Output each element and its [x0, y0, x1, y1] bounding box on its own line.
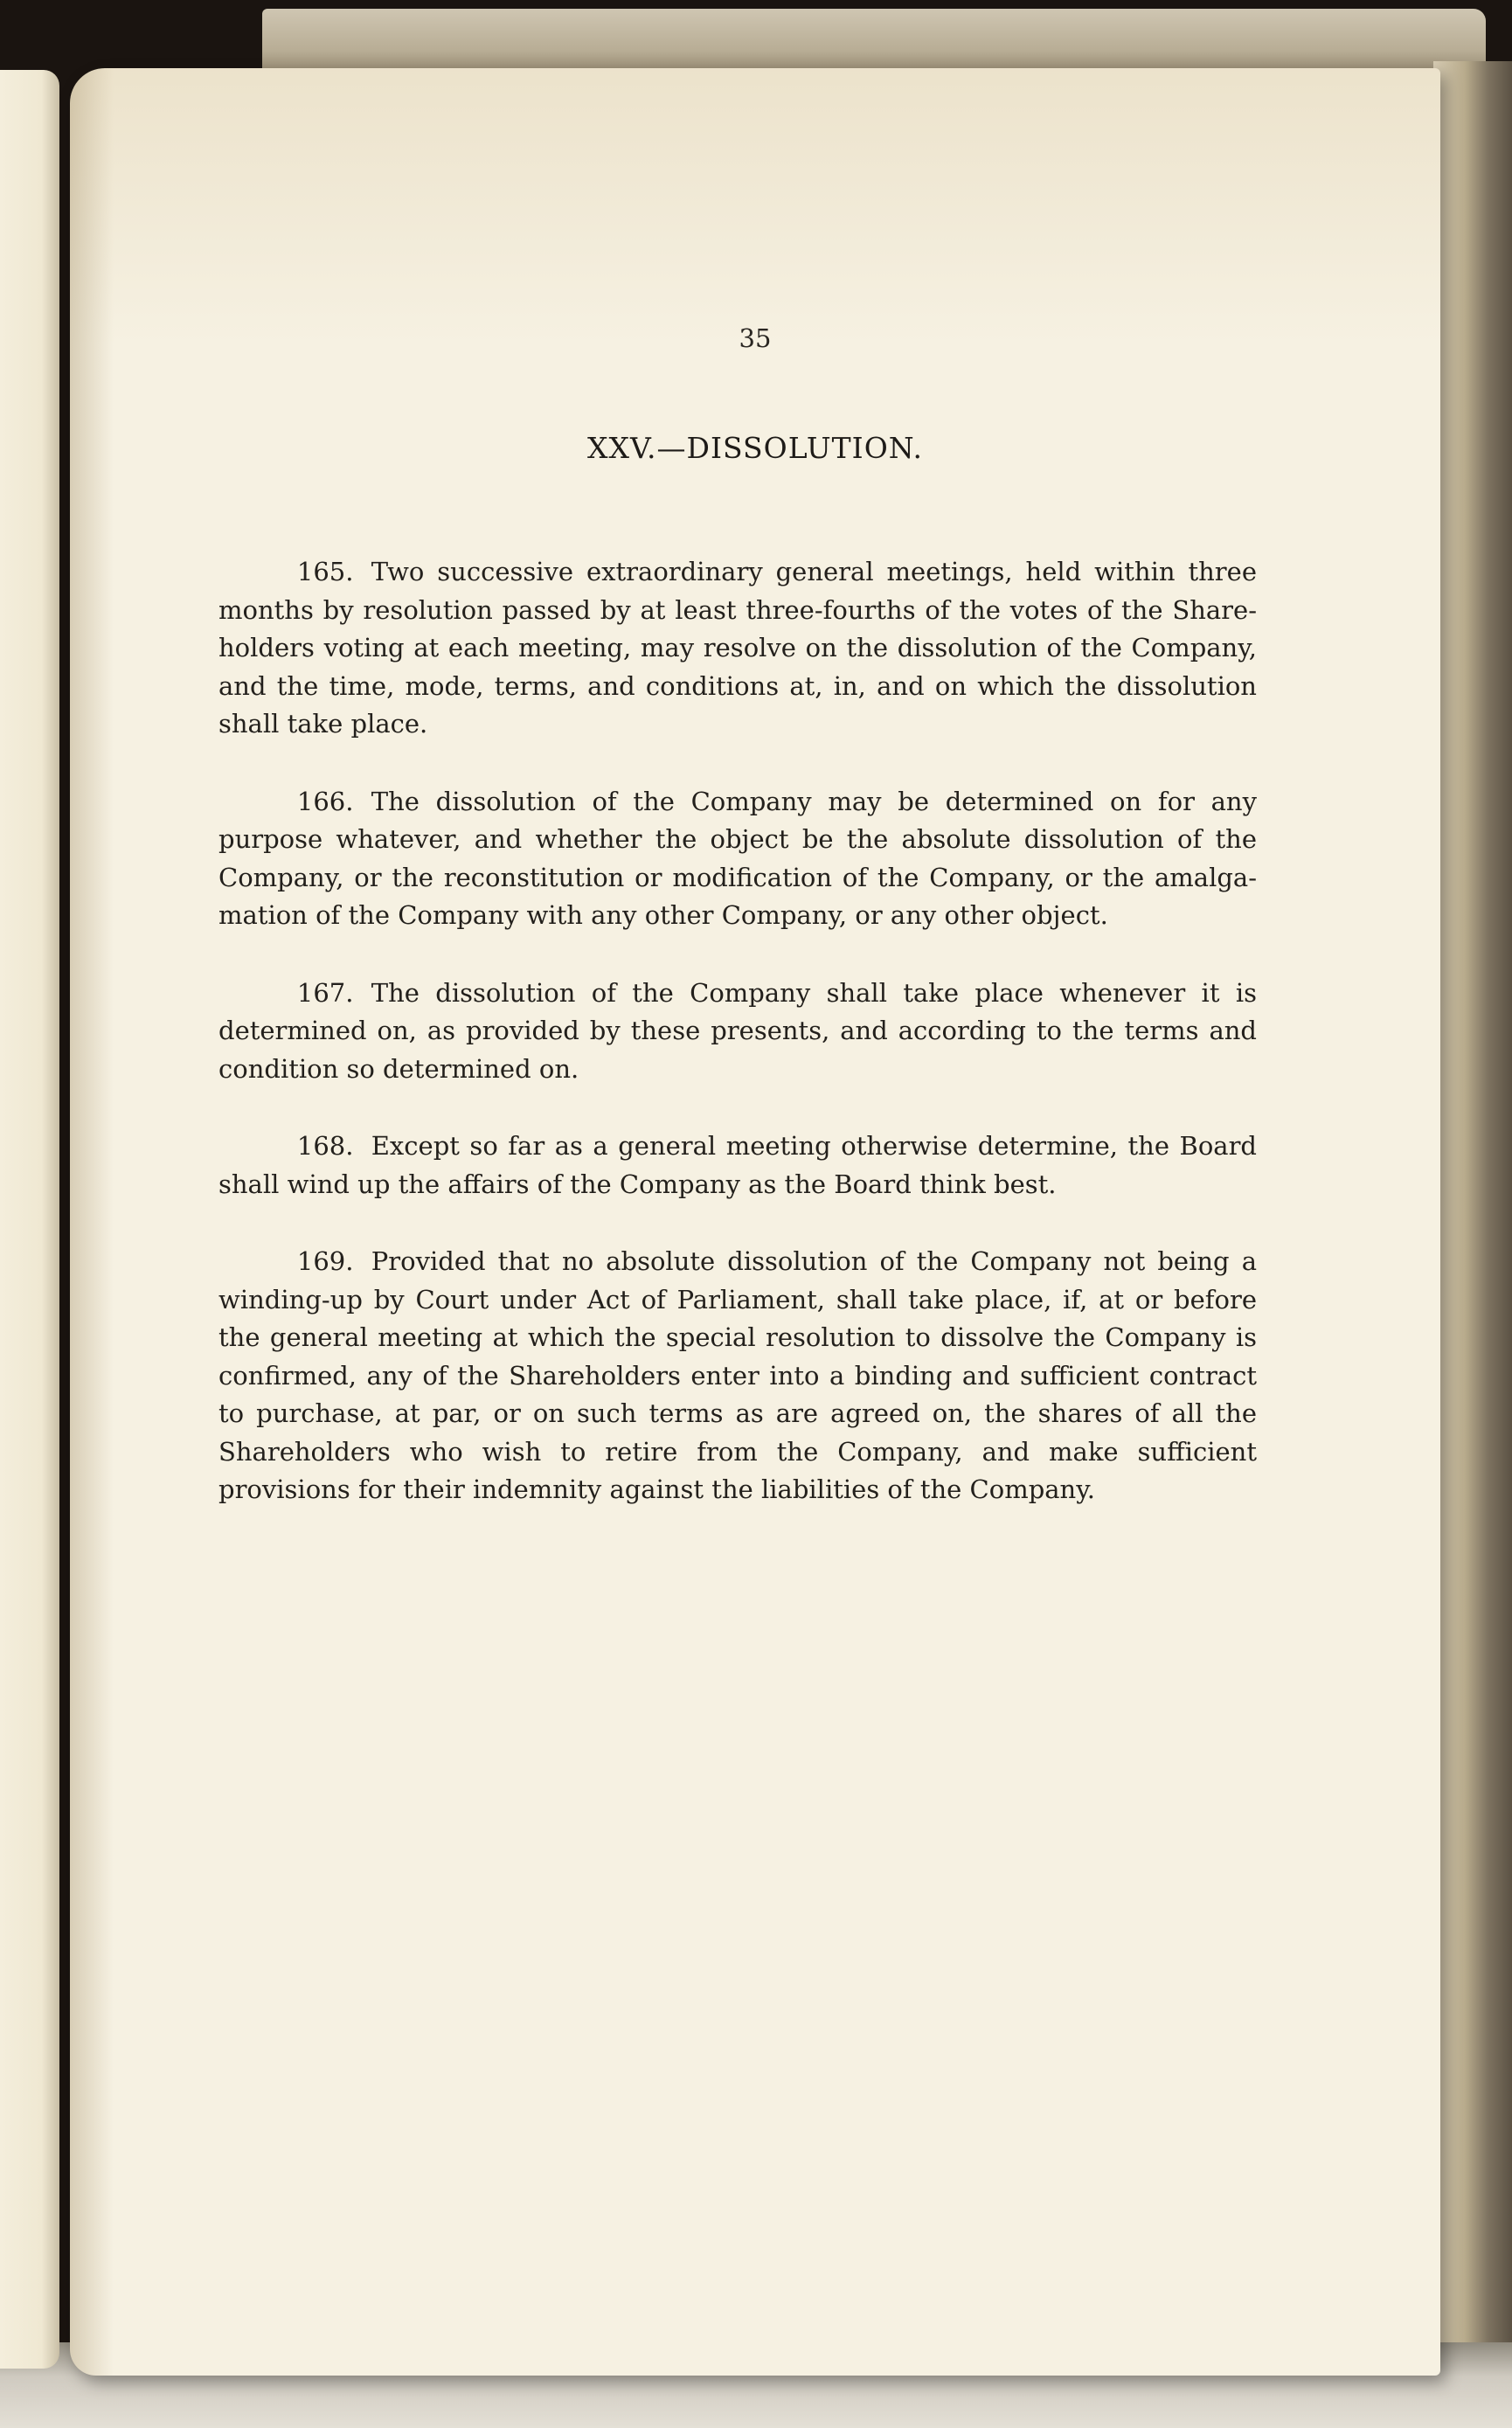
paragraph-number: 165. [296, 557, 354, 586]
paragraph-number: 167. [296, 977, 354, 1008]
book-page [70, 68, 1440, 2376]
paragraph-169 [218, 1243, 1257, 1509]
paragraph-number: 168. [296, 1131, 354, 1161]
paragraph-166 [218, 783, 1257, 935]
body-text [218, 553, 1257, 1549]
paragraph-number: 166. [296, 786, 354, 816]
paragraph-number: 169. [296, 1246, 354, 1276]
paragraph-text: Provided that no absolute dissolution of the Company not being a winding-up by Court under Act of Parliament, shall take place, if, at or before the general meeting at which the special resolution to dissolve the Company is confirmed, any of the Shareholders enter into a binding and sufficient contract to purchase, at par, or on such terms as are agreed on, the shares of all the Shareholders who wish to retire from the Company, and make sufficient provisions for their indemnity against the liabilities of the Company. [218, 1246, 1257, 1504]
section-heading: XXV.—DISSOLUTION. [587, 431, 923, 465]
paragraph-text: Except so far as a general meeting otherwise determine, the Board shall wind up the affairs of the Company as the Board think best. [218, 1131, 1257, 1199]
paragraph-168 [218, 1127, 1257, 1204]
facing-page-edge [0, 70, 59, 2369]
paragraph-text: Two successive extraordinary general meetings, held within three months by resolution passed by at least three-fourths of the votes of the Share-holders voting at each meeting, may resolve on the dissolution of the Company, and the time, mode, terms, and conditions at, in, and on which the dissolution shall take place. [218, 557, 1257, 739]
paragraph-167 [218, 975, 1257, 1089]
paragraph-165 [218, 553, 1257, 744]
page-number: 35 [739, 323, 772, 353]
paragraph-text: The dissolution of the Company shall take place whenever it is determined on, as provided by these presents, and according to the terms and condition so determined on. [218, 977, 1257, 1084]
paragraph-text: The dissolution of the Company may be determined on for any purpose whatever, and whether the object be the absolute dissolution of the Company, or the reconstitution or modification of the Company, or the amalga-mation of the Company with any other Company, or any other object. [218, 786, 1257, 930]
page-edges-right [1433, 61, 1512, 2369]
